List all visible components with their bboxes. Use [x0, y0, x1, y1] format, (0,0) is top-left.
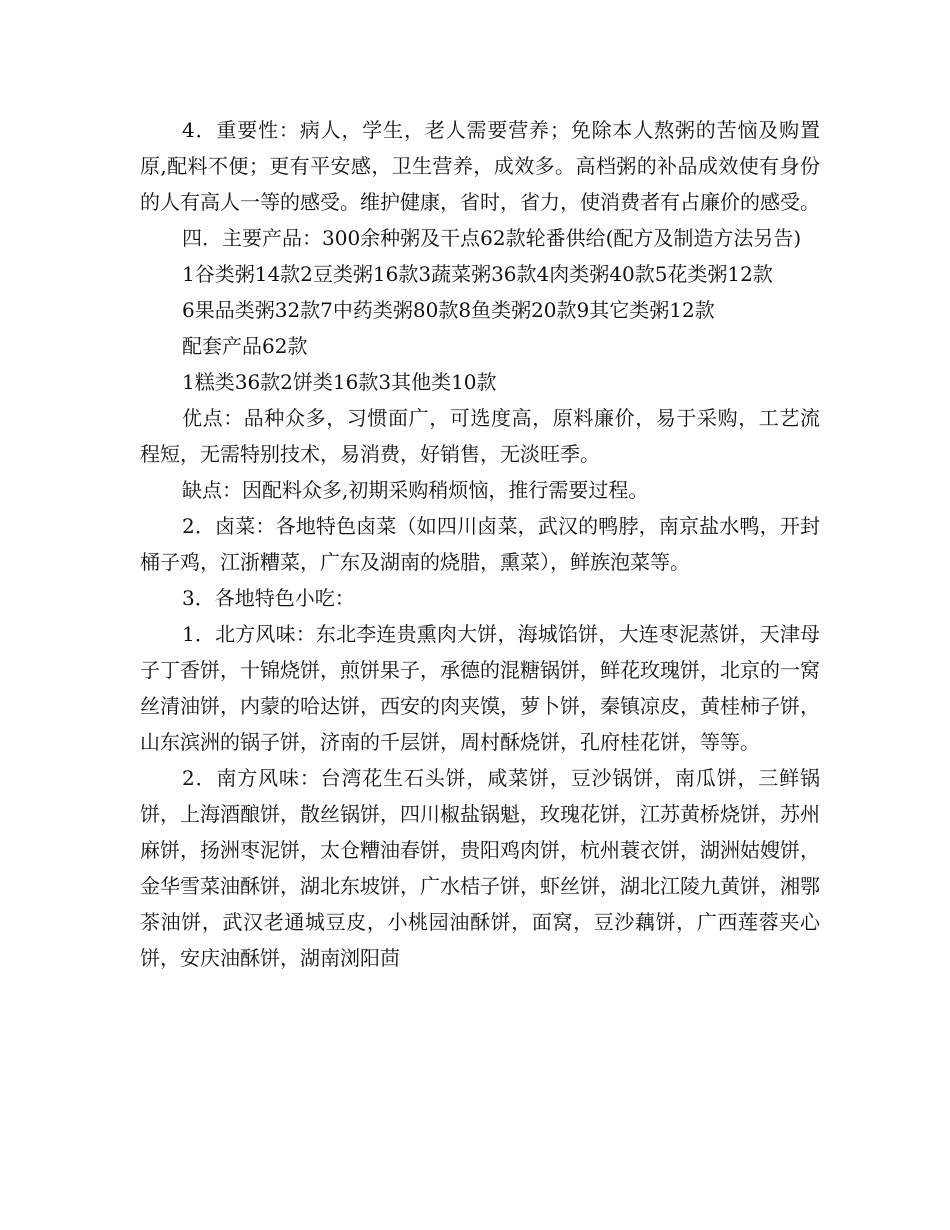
paragraph-congee-list-2: 6果品类粥32款7中药类粥80款8鱼类粥20款9其它类粥12款 — [182, 298, 715, 322]
paragraph-northern-flavor: 1．北方风味：东北李连贵熏肉大饼，海城馅饼，大连枣泥蒸饼，天津母子丁香饼，十锦烧饼，煎饼果子，承德的混糖锅饼，鲜花玫瑰饼，北京的一窝丝清油饼，内蒙的哈达饼，西安的肉夹馍，萝卜饼，秦镇凉皮，黄桂柿子饼，山东滨洲的锅子饼，济南的千层饼，周村酥烧饼，孔府桂花饼，等等。 — [140, 622, 820, 754]
paragraph-snacks-heading: 3．各地特色小吃： — [182, 586, 355, 610]
paragraph-congee-list-1: 1谷类粥14款2豆类粥16款3蔬菜粥36款4肉类粥40款5花类粥12款 — [182, 262, 773, 286]
document-body — [140, 112, 820, 976]
paragraph-advantages: 优点：品种众多，习惯面广，可选度高，原料廉价，易于采购，工艺流程短，无需特别技术，易消费，好销售，无淡旺季。 — [140, 406, 820, 466]
paragraph-disadvantages: 缺点：因配料众多,初期采购稍烦恼，推行需要过程。 — [182, 478, 649, 502]
paragraph-importance: 4．重要性：病人，学生，老人需要营养；免除本人熬粥的苦恼及购置原,配料不便；更有平安感，卫生营养，成效多。高档粥的补品成效使有身份的人有高人一等的感受。维护健康，省时，省力，使消费者有占廉价的感受。 — [140, 118, 820, 214]
paragraph-supporting-list: 1糕类36款2饼类16款3其他类10款 — [182, 370, 497, 394]
paragraph-main-products: 四．主要产品：300余种粥及干点62款轮番供给(配方及制造方法另告) — [182, 226, 802, 250]
paragraph-supporting-products: 配套产品62款 — [182, 334, 308, 358]
paragraph-southern-flavor: 2．南方风味：台湾花生石头饼，咸菜饼，豆沙锅饼，南瓜饼，三鲜锅饼，上海酒酿饼，散丝锅饼，四川椒盐锅魁，玫瑰花饼，江苏黄桥烧饼，苏州麻饼，扬洲枣泥饼，太仓糟油春饼，贵阳鸡肉饼，杭州蓑衣饼，湖洲姑嫂饼，金华雪菜油酥饼，湖北东坡饼，广水桔子饼，虾丝饼，湖北江陵九黄饼，湘鄂茶油饼，武汉老通城豆皮，小桃园油酥饼，面窝，豆沙藕饼，广西莲蓉夹心饼，安庆油酥饼，湖南浏阳茴 — [140, 766, 820, 970]
paragraph-braised-dishes: 2．卤菜：各地特色卤菜（如四川卤菜，武汉的鸭脖，南京盐水鸭，开封桶子鸡，江浙糟菜，广东及湖南的烧腊，熏菜），鲜族泡菜等。 — [140, 514, 820, 574]
